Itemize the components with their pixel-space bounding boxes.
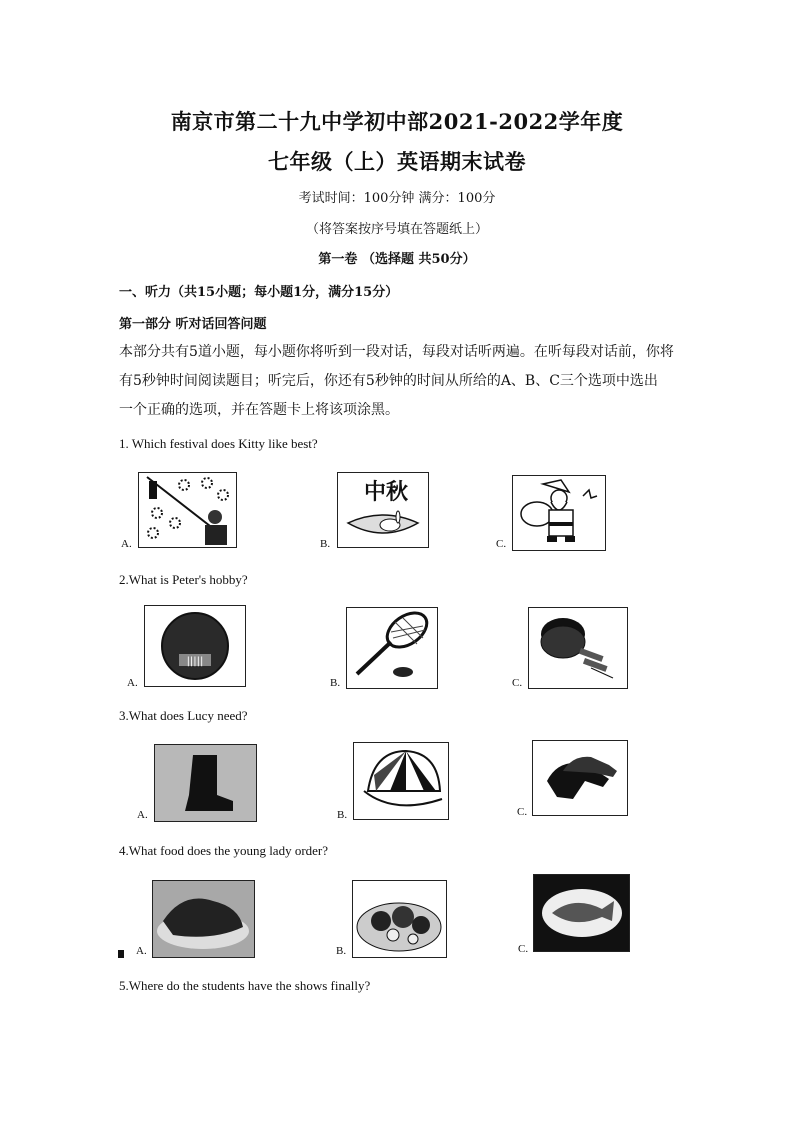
ping-pong-paddle-icon <box>528 607 628 689</box>
new-year-firecracker-icon <box>138 472 237 548</box>
option-label: B. <box>330 677 341 689</box>
volume-heading: 第一卷 （选择题 共50分） <box>318 252 476 267</box>
question-1: 1. Which festival does Kitty like best? <box>119 436 318 451</box>
part-heading: 第一部分 听对话回答问题 <box>119 317 267 332</box>
mid-autumn-text: 中秋 <box>363 479 409 505</box>
gloves-icon <box>532 740 628 816</box>
option-label: C. <box>512 677 523 689</box>
fish-plate-icon <box>533 874 630 952</box>
option-label: B. <box>337 809 348 821</box>
meat-dish-icon <box>152 880 255 958</box>
question-5: 5.Where do the students have the shows finally? <box>119 978 371 993</box>
santa-claus-icon <box>512 475 606 551</box>
question-2: 2.What is Peter's hobby? <box>119 572 248 587</box>
option-label: B. <box>336 945 347 957</box>
corner-mark <box>118 950 124 958</box>
instructions-line: 一个正确的选项，并在答题卡上将该项涂黑。 <box>119 402 399 418</box>
instructions <box>119 338 689 425</box>
section-heading: 一、听力（共15小题；每小题1分，满分15分） <box>119 285 399 300</box>
mid-autumn-moon-rabbit-icon <box>337 472 429 548</box>
question-4: 4.What food does the young lady order? <box>119 843 329 858</box>
answer-note: （将答案按序号填在答题纸上） <box>305 222 488 237</box>
option-label: C. <box>517 806 528 818</box>
option-label: A. <box>127 677 138 689</box>
svg-text:|||||: ||||| <box>186 656 204 667</box>
exam-title-line2: 七年级（上）英语期末试卷 <box>268 149 526 174</box>
basketball-icon <box>144 605 246 687</box>
option-label: A. <box>121 538 132 550</box>
exam-info: 考试时间：100分钟 满分：100分 <box>298 191 496 206</box>
question-3: 3.What does Lucy need? <box>119 708 248 723</box>
instructions-line: 有5秒钟时间阅读题目；听完后，你还有5秒钟的时间从所给的A、B、C三个选项中选出 <box>119 373 658 389</box>
boot-icon <box>154 744 257 822</box>
option-label: A. <box>137 809 148 821</box>
option-label: B. <box>320 538 331 550</box>
option-label: A. <box>136 945 147 957</box>
tennis-racket-icon <box>346 607 438 689</box>
vegetable-plate-icon <box>352 880 447 958</box>
option-label: C. <box>518 943 529 955</box>
option-label: C. <box>496 538 507 550</box>
instructions-line: 本部分共有5道小题，每小题你将听到一段对话，每段对话听两遍。在听每段对话前，你将 <box>119 344 674 360</box>
cap-icon <box>353 742 449 820</box>
exam-title-line1: 南京市第二十九中学初中部2021-2022学年度 <box>170 109 624 134</box>
